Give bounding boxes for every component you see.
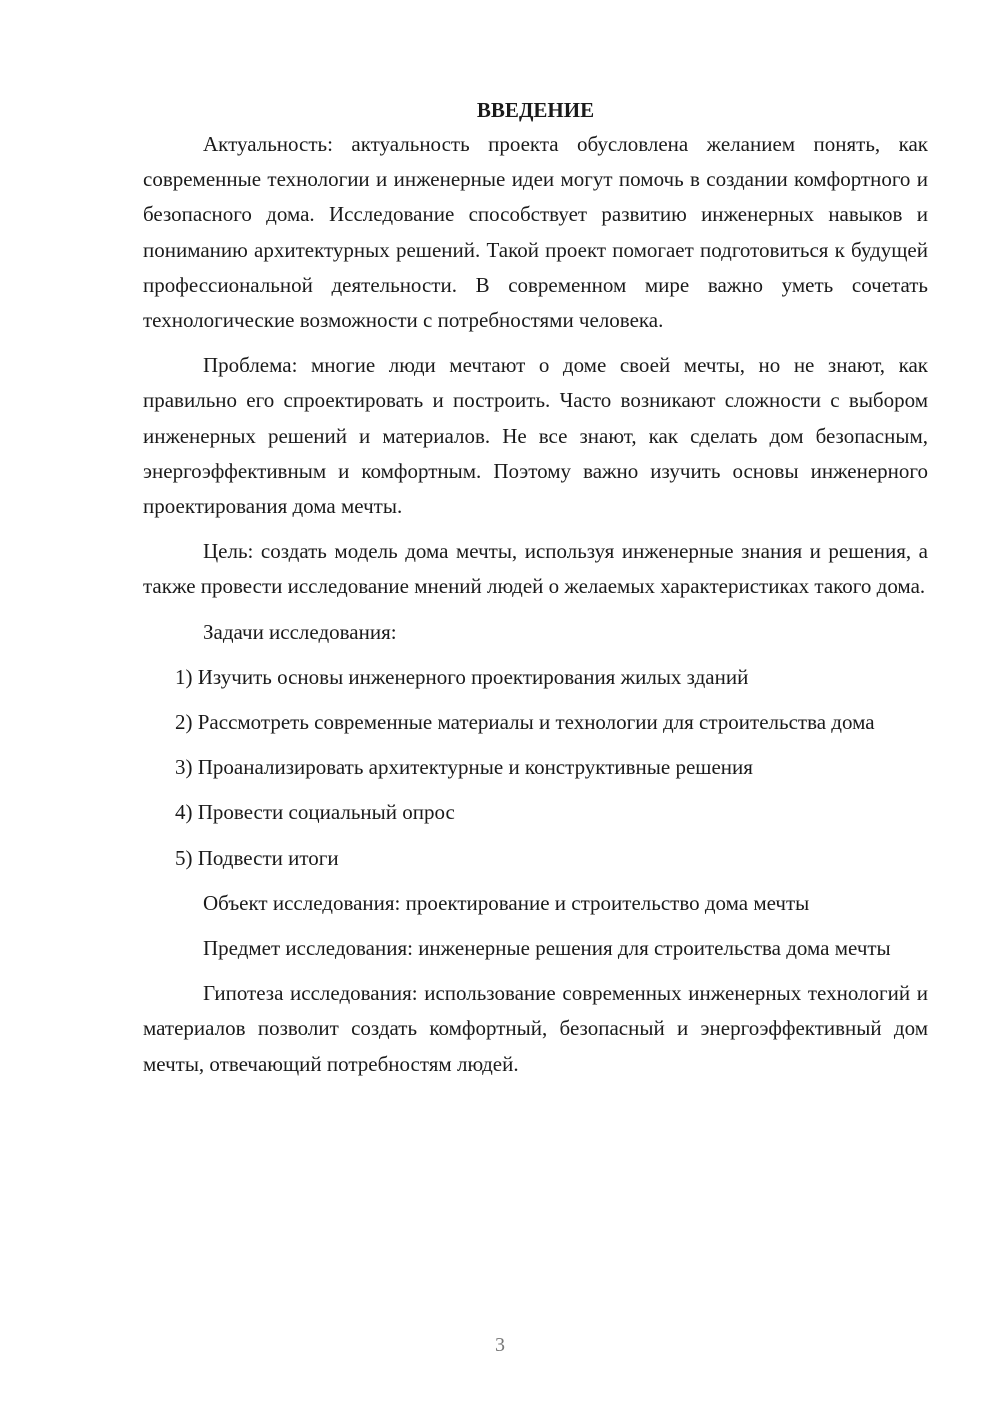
- tasks-heading: Задачи исследования:: [203, 619, 397, 644]
- relevance-paragraph: Актуальность: актуальность проекта обусловлена желанием понять, как современные технологии и инженерные идеи могут помочь в создании комфортного и безопасного дома. Исследование способствует развитию инженерных навыков и пониманию архитектурных решений. Такой проект помогает подготовиться к будущей профессиональной деятельности. В современном мире важно уметь сочетать технологические возможности с потребностями человека.: [143, 132, 928, 333]
- page-number: 3: [495, 1334, 505, 1356]
- task-item-1: 1) Изучить основы инженерного проектирования жилых зданий: [175, 664, 749, 689]
- task-item-2: 2) Рассмотреть современные материалы и технологии для строительства дома: [175, 710, 875, 735]
- task-item-3: 3) Проанализировать архитектурные и конструктивные решения: [175, 755, 753, 780]
- task-item-4: 4) Провести социальный опрос: [175, 800, 455, 825]
- object-paragraph: Объект исследования: проектирование и строительство дома мечты: [203, 890, 810, 915]
- goal-paragraph: Цель: создать модель дома мечты, используя инженерные знания и решения, а также провести исследование мнений людей о желаемых характеристиках такого дома.: [143, 539, 928, 599]
- subject-paragraph: Предмет исследования: инженерные решения для строительства дома мечты: [203, 936, 891, 961]
- section-title: ВВЕДЕНИЕ: [476, 98, 595, 122]
- hypothesis-paragraph: Гипотеза исследования: использование современных инженерных технологий и материалов позволит создать комфортный, безопасный и энергоэффективный дом мечты, отвечающий потребностям людей.: [143, 981, 928, 1076]
- problem-paragraph: Проблема: многие люди мечтают о доме своей мечты, но не знают, как правильно его спроектировать и построить. Часто возникают сложности с выбором инженерных решений и материалов. Не все знают, как сделать дом безопасным, энергоэффективным и комфортным. Поэтому важно изучить основы инженерного проектирования дома мечты.: [143, 353, 928, 519]
- task-item-5: 5) Подвести итоги: [175, 845, 339, 870]
- document-page: [143, 95, 928, 1082]
